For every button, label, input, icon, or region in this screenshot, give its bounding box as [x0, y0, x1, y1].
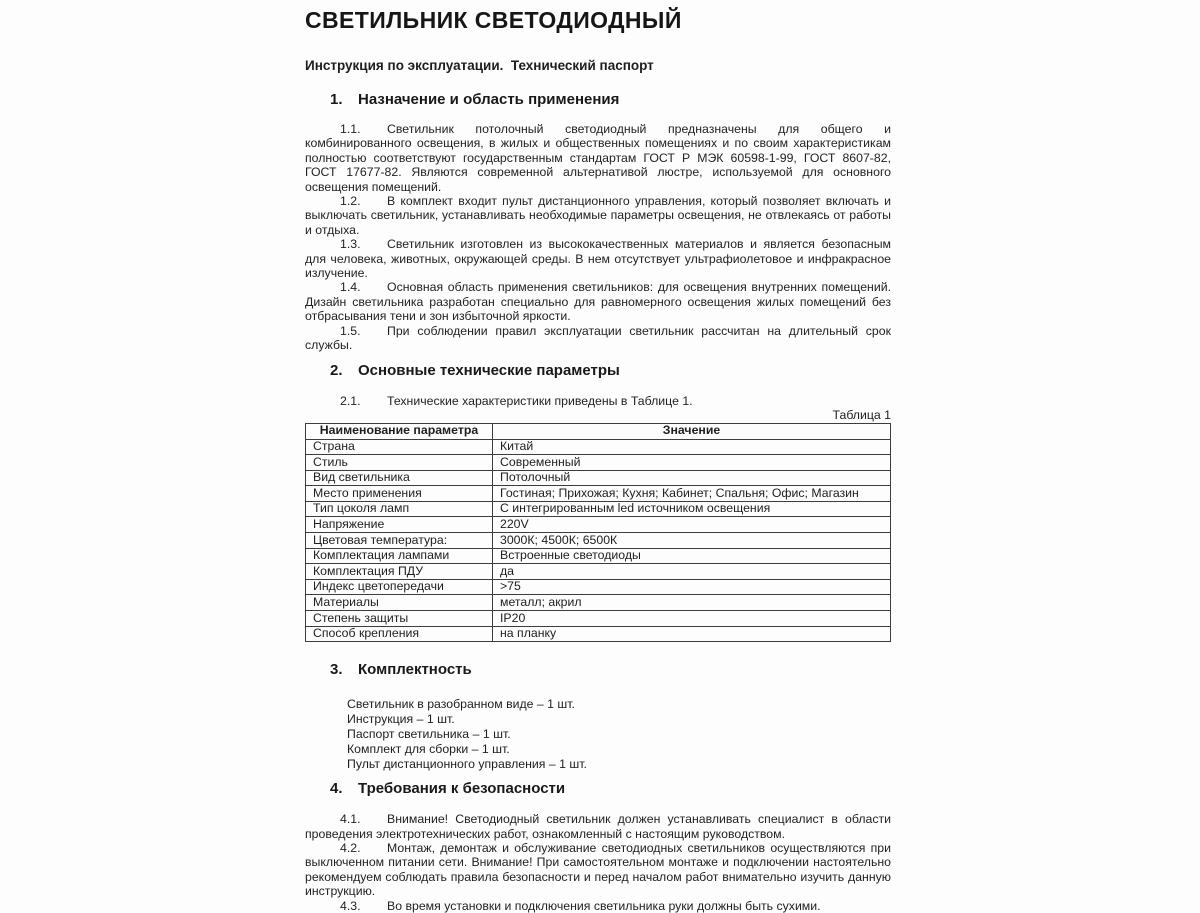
- paragraph-1-4: [305, 280, 891, 323]
- paragraph-text: Внимание! Светодиодный светильник должен устанавливать специалист в области проведения электротехнических работ, ознакомленный с настоящим руководством.: [305, 812, 891, 841]
- list-item: Инструкция – 1 шт.: [347, 712, 455, 727]
- param-name-cell: Комплектация лампами: [306, 548, 493, 564]
- param-value-cell: Встроенные светодиоды: [493, 548, 891, 564]
- section-3-number: 3.: [330, 661, 343, 679]
- table-row: [306, 626, 891, 642]
- list-item: Пульт дистанционного управления – 1 шт.: [347, 757, 587, 772]
- paragraph-number: 1.4.: [340, 280, 361, 295]
- table-row: [306, 470, 891, 486]
- table-row: [306, 533, 891, 549]
- param-name-cell: Страна: [306, 439, 493, 455]
- paragraph-number: 4.3.: [340, 898, 361, 913]
- param-value-cell: да: [493, 564, 891, 580]
- table-row: [306, 517, 891, 533]
- param-name-cell: Место применения: [306, 486, 493, 502]
- paragraph-4-1: [305, 812, 891, 841]
- table-row: [306, 455, 891, 471]
- param-name-cell: Вид светильника: [306, 470, 493, 486]
- section-4-heading: [305, 780, 891, 798]
- section-3-heading: [305, 661, 891, 679]
- table-row: [306, 611, 891, 627]
- table-header-value: Значение: [493, 423, 891, 439]
- table-header-row: [306, 423, 891, 439]
- table-row: [306, 501, 891, 517]
- section-2-heading: [305, 362, 891, 380]
- paragraph-text: Монтаж, демонтаж и обслуживание светодиодных светильников осуществляются при выключенном питании сети. Внимание! При самостоятельном монтаже и подключении настоятельно рекомендуем соблюдать правила безопасности и перед началом работ внимательно изучить данную инструкцию.: [305, 841, 891, 899]
- paragraph-1-2: [305, 194, 891, 237]
- section-1-title: Назначение и область применения: [358, 91, 620, 108]
- paragraph-1-1: [305, 122, 891, 194]
- table-row: [306, 564, 891, 580]
- list-item: Паспорт светильника – 1 шт.: [347, 727, 511, 742]
- section-2-title: Основные технические параметры: [358, 361, 620, 379]
- paragraph-number: 1.5.: [340, 323, 361, 338]
- param-name-cell: Цветовая температура:: [306, 533, 493, 549]
- paragraph-1-3: [305, 237, 891, 280]
- param-value-cell: Гостиная; Прихожая; Кухня; Кабинет; Спальня; Офис; Магазин: [493, 486, 891, 502]
- paragraph-number: 4.2.: [340, 841, 361, 856]
- param-value-cell: >75: [493, 579, 891, 595]
- document-subtitle: Инструкция по эксплуатации. Технический паспорт: [305, 58, 654, 73]
- param-value-cell: на планку: [493, 626, 891, 642]
- table-caption: Таблица 1: [832, 407, 891, 422]
- section-1-number: 1.: [330, 91, 343, 108]
- param-value-cell: Китай: [493, 439, 891, 455]
- paragraph-text: При соблюдении правил эксплуатации светильник рассчитан на длительный срок службы.: [305, 323, 891, 353]
- param-value-cell: IP20: [493, 611, 891, 627]
- table-row: [306, 579, 891, 595]
- section-1-heading: [305, 91, 891, 109]
- paragraph-text: Основная область применения светильников: для освещения внутренних помещений. Дизайн светильника разработан специально для равномерного освещения жилых помещений без отбрасывания тени и зон избыточной яркости.: [305, 280, 891, 324]
- list-item: Светильник в разобранном виде – 1 шт.: [347, 697, 575, 712]
- paragraph-text: В комплект входит пульт дистанционного управления, который позволяет включать и выключать светильник, устанавливать необходимые параметры освещения, не отвлекаясь от работы и отдыха.: [305, 194, 891, 237]
- param-name-cell: Индекс цветопередачи: [306, 579, 493, 595]
- paragraph-number: 1.1.: [340, 122, 361, 136]
- paragraph-number: 1.3.: [340, 237, 361, 252]
- param-name-cell: Материалы: [306, 595, 493, 611]
- param-name-cell: Комплектация ПДУ: [306, 564, 493, 580]
- paragraph-text: Светильник потолочный светодиодный предназначены для общего и комбинированного освещения, в жилых и общественных помещениях и по своим характеристикам полностью соответствуют государственным стандартам ГОСТ Р МЭК 60598-1-99, ГОСТ 8607-82, ГОСТ 17677-82. Являются современной альтернативой люстре, используемой для основного освещения помещений.: [305, 122, 891, 194]
- paragraph-1-5: [305, 324, 891, 353]
- section-3-title: Комплектность: [358, 661, 472, 679]
- paragraph-number: 1.2.: [340, 194, 361, 209]
- param-name-cell: Тип цоколя ламп: [306, 501, 493, 517]
- param-name-cell: Стиль: [306, 455, 493, 471]
- table-row: [306, 486, 891, 502]
- paragraph-text: Во время установки и подключения светильника руки должны быть сухими.: [387, 898, 821, 913]
- table-row: [306, 439, 891, 455]
- param-name-cell: Напряжение: [306, 517, 493, 533]
- param-value-cell: Потолочный: [493, 470, 891, 486]
- param-value-cell: 3000К; 4500К; 6500К: [493, 533, 891, 549]
- section-4-number: 4.: [330, 780, 343, 798]
- param-name-cell: Способ крепления: [306, 626, 493, 642]
- document-content: [305, 0, 891, 913]
- param-value-cell: металл; акрил: [493, 595, 891, 611]
- param-value-cell: 220V: [493, 517, 891, 533]
- section-4-title: Требования к безопасности: [358, 780, 566, 798]
- param-value-cell: С интегрированным led источником освещения: [493, 501, 891, 517]
- list-item: Комплект для сборки – 1 шт.: [347, 742, 510, 757]
- paragraph-4-3: [305, 899, 891, 913]
- page-title: СВЕТИЛЬНИК СВЕТОДИОДНЫЙ: [305, 7, 682, 33]
- table-row: [306, 595, 891, 611]
- paragraph-number: 2.1.: [340, 393, 361, 408]
- paragraph-number: 4.1.: [340, 812, 361, 827]
- kit-contents-list: [305, 697, 891, 772]
- param-value-cell: Современный: [493, 455, 891, 471]
- paragraph-text: Технические характеристики приведены в Таблице 1.: [387, 393, 693, 408]
- table-row: [306, 548, 891, 564]
- paragraph-text: Светильник изготовлен из высококачественных материалов и является безопасным для человека, животных, окружающей среды. В нем отсутствует ультрафиолетовое и инфракрасное излучение.: [305, 237, 891, 281]
- param-name-cell: Степень защиты: [306, 611, 493, 627]
- table-header-parameter: Наименование параметра: [306, 423, 493, 439]
- paragraph-4-2: [305, 841, 891, 899]
- spec-table: [305, 423, 891, 642]
- section-2-number: 2.: [330, 361, 343, 379]
- paragraph-2-1: [305, 394, 891, 408]
